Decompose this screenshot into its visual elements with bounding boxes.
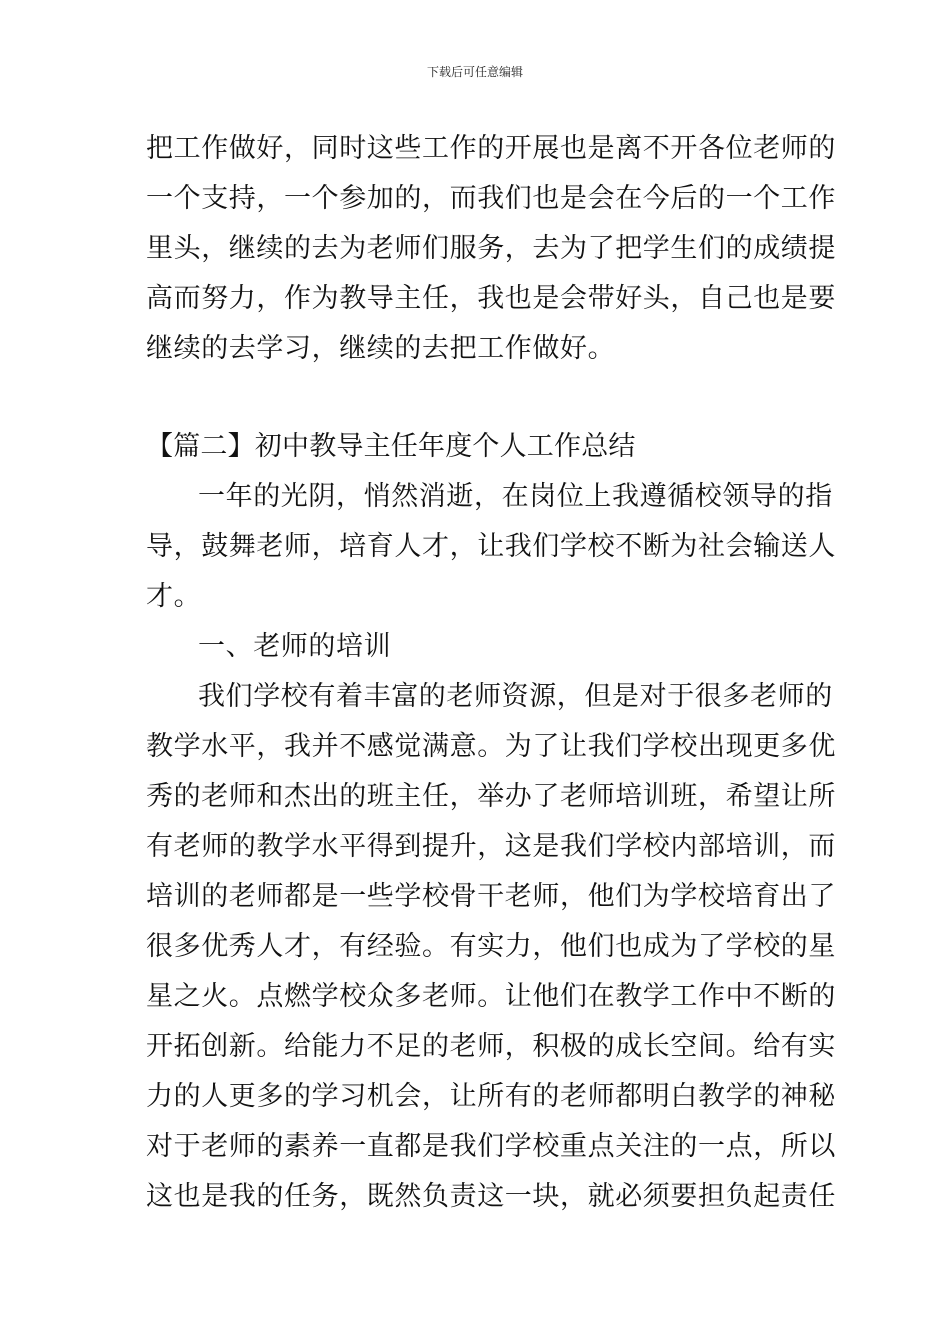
text-line: 把工作做好，同时这些工作的开展也是离不开各位老师的 — [146, 133, 836, 164]
text-line: 很多优秀人才，有经验。有实力，他们也成为了学校的星 — [146, 931, 836, 962]
text-line: 有老师的教学水平得到提升，这是我们学校内部培训，而 — [146, 831, 836, 862]
document-body — [146, 124, 836, 1222]
text-line: 对于老师的素养一直都是我们学校重点关注的一点，所以 — [146, 1131, 836, 1162]
text-line: 一个支持，一个参加的，而我们也是会在今后的一个工作 — [146, 183, 836, 214]
text-line: 秀的老师和杰出的班主任，举办了老师培训班，希望让所 — [146, 781, 836, 812]
text-line: 这也是我的任务，既然负责这一块，就必须要担负起责任 — [146, 1181, 836, 1212]
text-line: 才。 — [146, 581, 202, 612]
subheading: 一、老师的培训 — [198, 631, 392, 662]
text-line: 力的人更多的学习机会，让所有的老师都明白教学的神秘 — [146, 1081, 836, 1112]
text-line: 一年的光阴，悄然消逝，在岗位上我遵循校领导的指 — [198, 481, 833, 512]
text-line: 教学水平，我并不感觉满意。为了让我们学校出现更多优 — [146, 731, 836, 762]
page-header: 下载后可任意编辑 — [426, 65, 523, 79]
text-line: 继续的去学习，继续的去把工作做好。 — [146, 333, 616, 364]
text-line: 高而努力，作为教导主任，我也是会带好头，自己也是要 — [146, 283, 836, 314]
text-line: 导，鼓舞老师，培育人才，让我们学校不断为社会输送人 — [146, 531, 836, 562]
text-line: 我们学校有着丰富的老师资源，但是对于很多老师的 — [198, 681, 833, 712]
text-line: 开拓创新。给能力不足的老师，积极的成长空间。给有实 — [146, 1031, 836, 1062]
text-line: 培训的老师都是一些学校骨干老师，他们为学校培育出了 — [146, 881, 836, 912]
text-line: 星之火。点燃学校众多老师。让他们在教学工作中不断的 — [146, 981, 836, 1012]
paragraph-gap — [146, 374, 808, 422]
section-title: 【篇二】初中教导主任年度个人工作总结 — [146, 431, 636, 462]
text-line: 里头，继续的去为老师们服务，去为了把学生们的成绩提 — [146, 233, 836, 264]
